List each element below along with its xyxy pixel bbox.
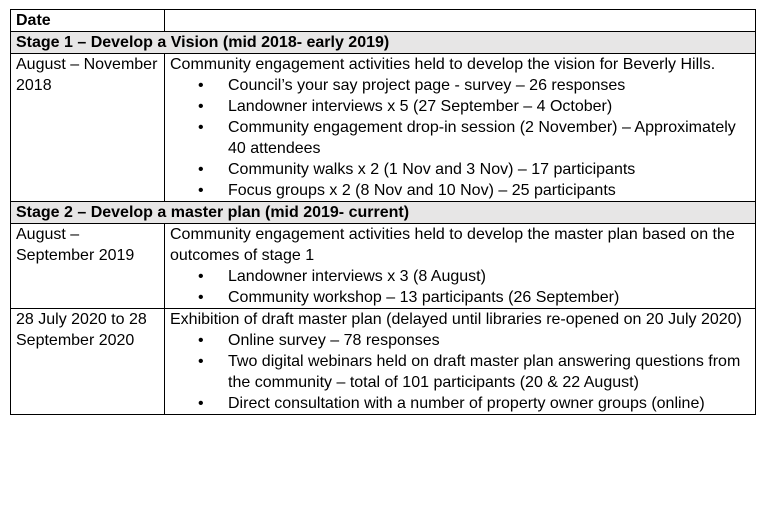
list-item: • Community workshop – 13 participants (26 September) [228, 287, 750, 308]
stage-row [11, 32, 756, 54]
date-cell: August – September 2019 [11, 224, 165, 309]
activity-list [170, 266, 750, 308]
list-item: • Landowner interviews x 5 (27 September – 4 October) [228, 96, 750, 117]
table-row [11, 54, 756, 202]
list-item: • Community engagement drop-in session (2 November) – Approximately 40 attendees [228, 117, 750, 159]
stage-title: Stage 1 – Develop a Vision (mid 2018- early 2019) [11, 32, 756, 54]
list-item: • Online survey – 78 responses [228, 330, 750, 351]
list-item: • Community walks x 2 (1 Nov and 3 Nov) – 17 participants [228, 159, 750, 180]
list-item: • Focus groups x 2 (8 Nov and 10 Nov) – 25 participants [228, 180, 750, 201]
stage-row [11, 202, 756, 224]
date-cell: 28 July 2020 to 28 September 2020 [11, 309, 165, 415]
table-row [11, 224, 756, 309]
header-row [11, 10, 756, 32]
activity-cell [165, 309, 756, 415]
engagement-table [10, 9, 756, 415]
list-item: • Direct consultation with a number of property owner groups (online) [228, 393, 750, 414]
activity-list [170, 330, 750, 414]
date-header: Date [11, 10, 165, 32]
activity-intro: Community engagement activities held to develop the vision for Beverly Hills. [170, 56, 716, 73]
stage-title: Stage 2 – Develop a master plan (mid 2019- current) [11, 202, 756, 224]
list-item: • Council’s your say project page - survey – 26 responses [228, 75, 750, 96]
activity-header [165, 10, 756, 32]
activity-list [170, 75, 750, 201]
activity-intro: Community engagement activities held to develop the master plan based on the outcomes of stage 1 [170, 226, 735, 264]
activity-cell [165, 54, 756, 202]
activity-cell [165, 224, 756, 309]
list-item: • Two digital webinars held on draft master plan answering questions from the community – total of 101 participants (20 & 22 August) [228, 351, 750, 393]
activity-intro: Exhibition of draft master plan (delayed until libraries re-opened on 20 July 2020) [170, 311, 742, 328]
date-cell: August – November 2018 [11, 54, 165, 202]
list-item: • Landowner interviews x 3 (8 August) [228, 266, 750, 287]
table-row [11, 309, 756, 415]
